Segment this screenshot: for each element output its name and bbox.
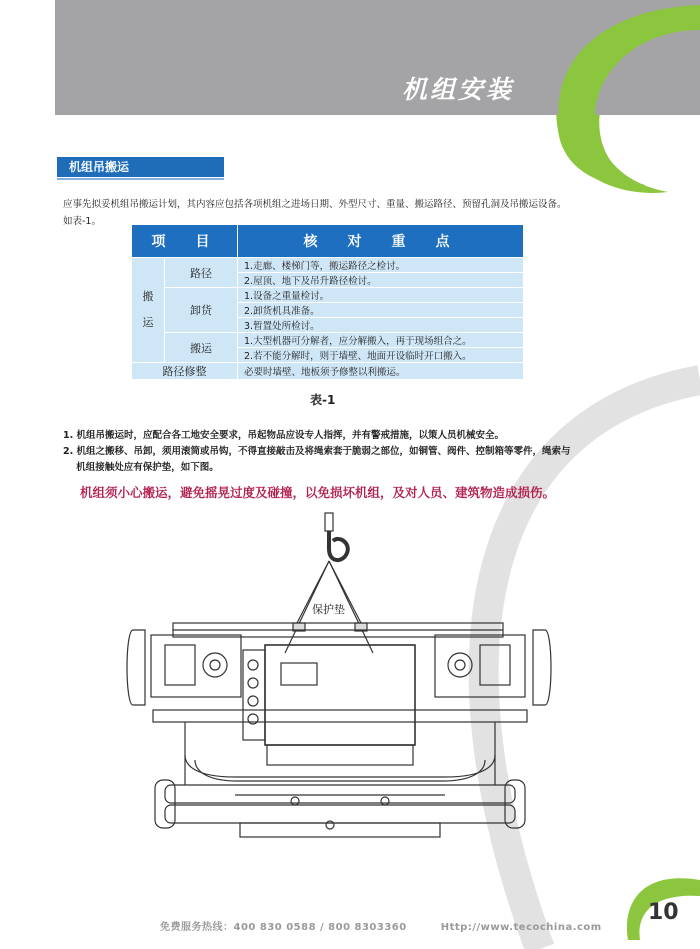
control-box <box>265 645 415 745</box>
section-heading: 机组吊搬运 <box>57 157 224 177</box>
page-title: 机组安装 <box>402 75 515 104</box>
lifting-diagram <box>125 505 555 845</box>
table-caption: 表-1 <box>310 393 336 407</box>
subcategory-route-repair: 路径修整 <box>132 363 238 380</box>
subcategory-transport: 搬运 <box>165 333 238 363</box>
table-header-check-points: 核 对 重 点 <box>238 225 524 258</box>
table-row: 3.暂置处所检讨。 <box>238 318 524 333</box>
intro-line-2: 如表-1。 <box>63 216 101 227</box>
table-row: 1.走廊、楼梯门等，搬运路径之检讨。 <box>238 258 524 273</box>
hook-shank <box>325 513 333 531</box>
hook-icon <box>329 531 348 560</box>
table-row: 必要时墙壁、地板须予修整以利搬运。 <box>238 363 524 380</box>
table-row: 2.若不能分解时，则于墙壁、地面开设临时开口搬入。 <box>238 348 524 363</box>
condenser-shell <box>165 805 515 823</box>
table-row: 2.卸货机具准备。 <box>238 303 524 318</box>
category-char-2: 运 <box>142 316 154 329</box>
table-row: 1.设备之重量检讨。 <box>238 288 524 303</box>
hotline-text: 免费服务热线：400 830 0588 / 800 8303360 <box>160 922 407 933</box>
note-item-1: 1. 机组吊搬运时，应配合各工地安全要求，吊起物品应设专人指挥，并有警戒措施，以策人员机械安全。 <box>63 430 505 441</box>
intro-line-1: 应事先拟妥机组吊搬运计划，其内容应包括各项机组之进场日期、外型尺寸、重量、搬运路径、预留孔洞及吊搬运设备。 <box>63 199 567 210</box>
table-row: 1.大型机器可分解者，应分解搬入，再于现场组合之。 <box>238 333 524 348</box>
category-char-1: 搬 <box>142 290 154 303</box>
notes-list <box>63 428 623 476</box>
footer <box>160 918 602 933</box>
subcategory-route: 路径 <box>165 258 238 288</box>
checklist-table <box>131 224 524 380</box>
page-number: 10 <box>648 900 679 925</box>
table-row: 2.屋顶、地下及吊升路径检讨。 <box>238 273 524 288</box>
protection-pad-label: 保护垫 <box>312 603 345 616</box>
table-header-item: 项 目 <box>132 225 238 258</box>
subcategory-unload: 卸货 <box>165 288 238 333</box>
website-link[interactable]: Http://www.tecochina.com <box>440 922 602 933</box>
warning-text: 机组须小心搬运，避免摇晃过度及碰撞，以免损坏机组，及对人员、建筑物造成损伤。 <box>80 485 556 500</box>
category-cell <box>132 258 165 363</box>
note-item-2: 2. 机组之搬移、吊卸，须用滚筒或吊钩，不得直接敲击及将绳索套于脆弱之部位，如铜管、阀件、控制箱等零件，绳索与 <box>63 446 571 457</box>
note-item-2-cont: 机组接触处应有保护垫，如下图。 <box>63 462 219 473</box>
evaporator-shell <box>165 785 515 803</box>
